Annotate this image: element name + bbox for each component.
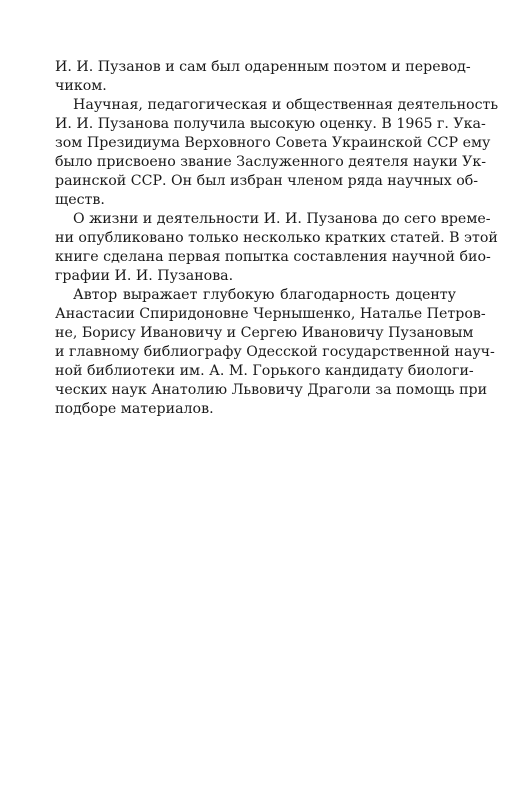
text-line: было присвоено звание Заслуженного деятеля науки Ук- [55, 154, 487, 170]
text-line: ществ. [55, 192, 105, 208]
body-text [55, 58, 499, 419]
text-line: не, Борису Ивановичу и Сергею Ивановичу Пузановым [55, 325, 474, 341]
text-line: чиком. [55, 78, 107, 94]
text-line: ческих наук Анатолию Львовичу Драголи за помощь при [55, 382, 488, 398]
text-line: О жизни и деятельности И. И. Пузанова до сего време- [73, 211, 491, 227]
text-line: ной библиотеки им. А. М. Горького кандидату биологи- [55, 363, 474, 379]
text-line: И. И. Пузанова получила высокую оценку. В 1965 г. Ука- [55, 116, 486, 132]
text-line: Анастасии Спиридоновне Чернышенко, Наталье Петров- [55, 306, 486, 322]
text-line: ни опубликовано только несколько кратких статей. В этой [55, 230, 498, 246]
text-line: и главному библиографу Одесской государственной науч- [55, 344, 495, 360]
text-line: книге сделана первая попытка составления научной био- [55, 249, 491, 265]
text-line: раинской ССР. Он был избран членом ряда научных об- [55, 173, 479, 189]
text-line: зом Президиума Верховного Совета Украинской ССР ему [55, 135, 491, 151]
text-line: Автор выражает глубокую благодарность доценту [73, 287, 456, 303]
text-line: Научная, педагогическая и общественная деятельность [73, 97, 499, 113]
text-line: подборе материалов. [55, 401, 214, 417]
text-line: И. И. Пузанов и сам был одаренным поэтом и перевод- [55, 59, 471, 75]
text-line: графии И. И. Пузанова. [55, 268, 234, 284]
